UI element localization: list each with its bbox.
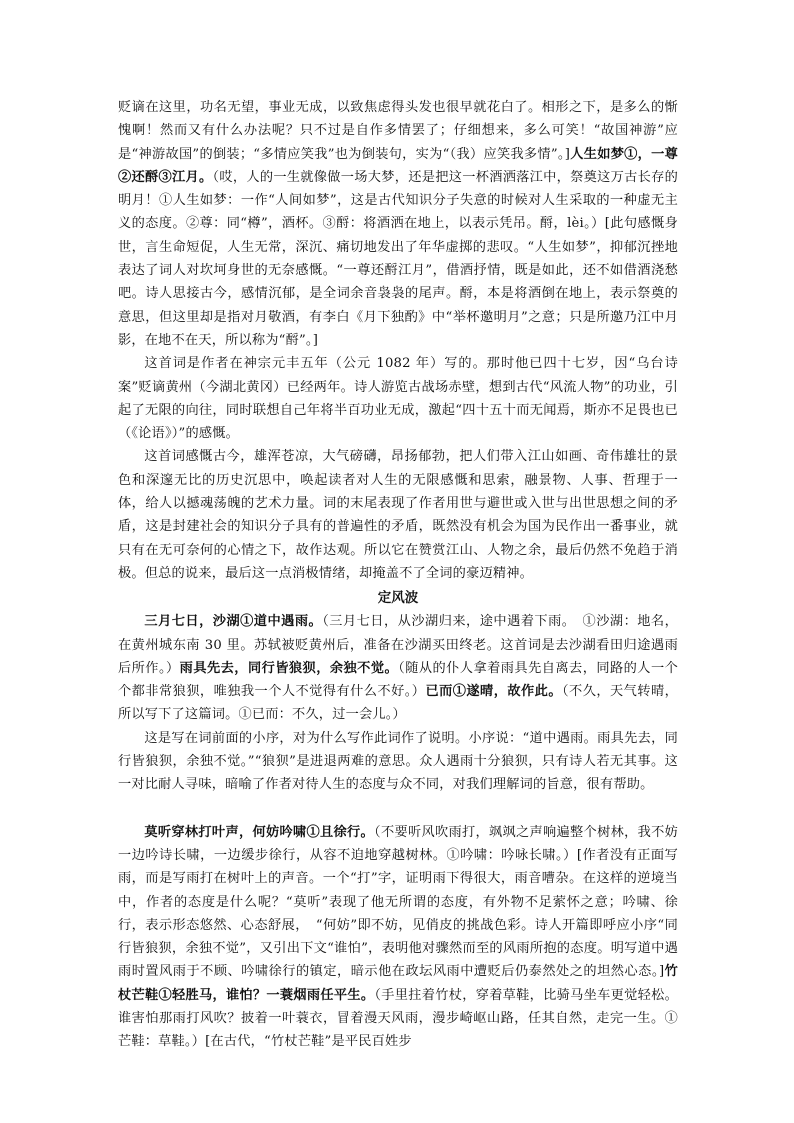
- paragraph-appreciation: 这首词感慨古今，雄浑苍凉，大气磅礴，昂扬郁勃，把人们带入江山如画、奇伟雄壮的景色和深邃无比的历史沉思中，唤起读者对人生的无限感慨和思索，融景物、人事、哲理于一体，给人以撼魂荡魄的艺术力量。词的末尾表现了作者用世与避世或入世与出世思想之间的矛盾，这是封建社会的知识分子具有的普遍性的矛盾，既然没有机会为国为民作出一番事业，就只有在无可奈何的心情之下，故作达观。所以它在赞赏江山、人物之余，最后仍然不免趋于消极。但总的说来，最后这一点消极情绪，却掩盖不了全词的豪迈精神。: [118, 449, 678, 581]
- annotation-text: （哎，人的一生就像做一场大梦，还是把这一杯酒洒落江中，祭奠这万古长存的明月！①人生如梦：一作“人间如梦”，这是古代知识分子失意的时候对人生采取的一种虚无主义的态度。②尊：同“樽”，酒杯。③酹：将酒洒在地上，以表示凭吊。酹，lèi。）[此句感慨身世，言生命短促，人生无常，深沉、痛切地发出了年华虚掷的悲叹。“人生如梦”，抑郁沉挫地表达了词人对坎坷身世的无奈感慨。“一尊还酹江月”，借酒抒情，既是如此，还不如借酒浇愁吧。诗人思接古今，感情沉郁，是全词余音袅袅的尾声。酹，本是将酒倒在地上，表示祭奠的意思，但这里却是指对月敬酒，有李白《月下独酌》中“举杯邀明月”之意；只是所邀乃江中月影，在地不在天，所以称为“酹”。]: [118, 169, 678, 348]
- paragraph-continued-commentary: [118, 96, 678, 352]
- annotation-text: （不久，天气转晴，所以写下了这篇词。①已而：不久，过一会儿。）: [118, 684, 679, 723]
- verse-text: 雨具先去，同行皆狼狈，余独不觉。: [179, 660, 399, 676]
- verse-text: 三月七日，沙湖①道中遇雨。: [144, 614, 323, 630]
- paragraph-verse-analysis: [118, 821, 678, 1054]
- verse-text: 竹杖芒鞋①轻胜马，谁怕？一蓑烟雨任平生。: [118, 964, 679, 1003]
- verse-text: 莫听穿林打叶声，何妨吟啸①且徐行。: [144, 824, 375, 840]
- annotation-text: （随从的仆人拿着雨具先自离去，同路的人一个个都非常狼狈，唯独我一个人不觉得有什么不好。）: [118, 660, 678, 700]
- annotation-text: （不要听风吹雨打，飒飒之声响遍整个树林，我不妨一边吟诗长啸，一边缓步徐行，从容不迫地穿越树林。①吟啸：吟咏长啸。）[作者没有正面写雨，而是写雨打在树叶上的声音。一个“打”字，证明雨下得很大，雨音嘈杂。在这样的逆境当中，作者的态度是什么呢？“莫听”表现了他无所谓的态度，有外物不足萦怀之意；吟啸、徐行，表示形态悠然、心态舒展， “何妨”即不妨，见俏皮的挑战色彩。诗人开篇即呼应小序“同行皆狼狈，余独不觉”，又引出下文“谁怕”，表明他对骤然而至的风雨所抱的态度。明写道中遇雨时置风雨于不顾、吟啸徐行的镇定，暗示他在政坛风雨中遭贬后仍泰然处之的坦然心态。]: [118, 824, 678, 980]
- blank-line: [118, 797, 678, 821]
- annotation-text: （三月七日，从沙湖归来，途中遇着下雨。 ①沙湖：地名，在黄州城东南 30 里。苏轼被贬黄州后，准备在沙湖买田终老。这首词是去沙湖看田归途遇雨后所作。）: [118, 614, 678, 676]
- paragraph-preface: [118, 610, 678, 726]
- annotation-text: 贬谪在这里，功名无望，事业无成，以致焦虑得头发也很早就花白了。相形之下，是多么的惭愧啊！然而又有什么办法呢？只不过是自作多情罢了；仔细想来，多么可笑！“故国神游”应是“神游故国”的倒装；“多情应笑我”也为倒装句，实为“（我）应笑我多情”。]: [118, 100, 678, 162]
- section-title: 定风波: [377, 590, 419, 607]
- verse-text: 已而①遂晴，故作此。: [425, 684, 562, 700]
- verse-text: 人生如梦①，一尊②还酹③江月。: [118, 146, 678, 185]
- paragraph-background: 这首词是作者在神宗元丰五年（公元 1082 年）写的。那时他已四十七岁，因“乌台诗案”贬谪黄州（今湖北黄冈）已经两年。诗人游览古战场赤壁，想到古代“风流人物”的功业，引起了无限的向往，同时联想自己年将半百功业无成，激起“四十五十而无闻焉，斯亦不足畏也已（《论语》）”的感慨。: [118, 356, 678, 442]
- document-page: [118, 96, 678, 1054]
- annotation-text: （手里拄着竹杖，穿着草鞋，比骑马坐车更觉轻松。谁害怕那雨打风吹？披着一叶蓑衣，冒着漫天风雨，漫步崎岖山路，任其自然，走完一生。①芒鞋：草鞋。）[在古代，“竹杖芒鞋”是平民百姓步: [118, 987, 678, 1050]
- paragraph-preface-analysis: 这是写在词前面的小序，对为什么写作此词作了说明。小序说：“道中遇雨。雨具先去，同行皆狼狈，余独不觉。”“狼狈”是进退两难的意思。众人遇雨十分狼狈，只有诗人若无其事。这一对比耐人寻味，暗喻了作者对待人生的态度与众不同，对我们理解词的旨意，很有帮助。: [118, 730, 678, 793]
